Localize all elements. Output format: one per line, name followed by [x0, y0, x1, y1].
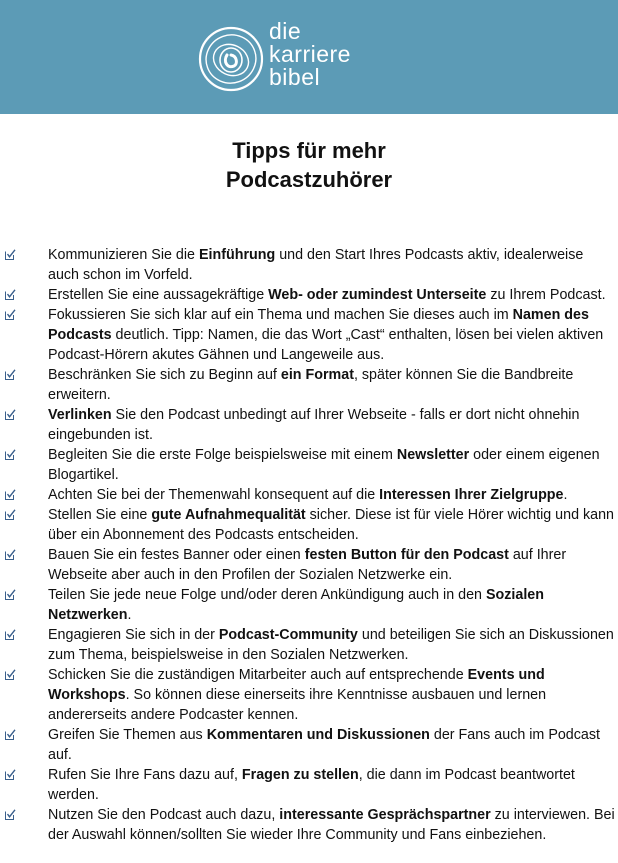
tip-item — [0, 285, 618, 305]
tip-item — [0, 725, 618, 765]
checkbox-check-icon — [5, 589, 16, 600]
tip-text: und den Start Ihres Podcasts aktiv, idealerweise auch schon im Vorfeld. — [48, 247, 584, 283]
tip-text: Schicken Sie die zuständigen Mitarbeiter auch auf entsprechende — [48, 667, 468, 683]
tip-emphasis: Interessen Ihrer Zielgruppe — [379, 487, 564, 503]
tip-emphasis: Fragen zu stellen — [241, 767, 359, 783]
tip-emphasis: Einführung — [198, 247, 276, 263]
tip-text: Sie den Podcast unbedingt auf Ihrer Webseite - falls er dort nicht ohnehin eingebunden ist. — [48, 407, 580, 443]
checkbox-check-icon — [5, 309, 16, 320]
tip-text: und beteiligen Sie sich an Diskussionen zum Thema, beispielsweise in den Sozialen Netzwerken. — [48, 627, 614, 663]
tip-emphasis: Web- oder zumindest Unterseite — [268, 287, 487, 303]
tip-text: . — [563, 487, 568, 503]
karrierebibel-logo-icon — [197, 25, 265, 93]
tip-item — [0, 365, 618, 405]
checkbox-check-icon — [5, 629, 16, 640]
page-title — [0, 136, 618, 194]
tip-emphasis: Namen des Podcasts — [48, 307, 589, 343]
tip-text: , die dann im Podcast beantwortet werden. — [48, 767, 575, 803]
tip-emphasis: ein Format — [280, 367, 354, 383]
tip-emphasis: festen Button für den Podcast — [304, 547, 509, 563]
tip-text: Begleiten Sie die erste Folge beispielsweise mit einem — [48, 447, 397, 463]
tip-item — [0, 305, 618, 365]
tip-text: Rufen Sie Ihre Fans dazu auf, — [48, 767, 242, 783]
checkbox-check-icon — [5, 729, 16, 740]
page-title-line-1: Tipps für mehr — [232, 138, 386, 163]
checkbox-check-icon — [5, 809, 16, 820]
tip-emphasis: Podcast-Community — [218, 627, 358, 643]
tip-emphasis: Verlinken — [48, 407, 112, 423]
tip-emphasis: Events und Workshops — [48, 667, 545, 703]
header-banner — [0, 0, 618, 114]
checkbox-check-icon — [5, 249, 16, 260]
tip-text: Beschränken Sie sich zu Beginn auf — [48, 367, 281, 383]
checkbox-check-icon — [5, 369, 16, 380]
tip-text: Stellen Sie eine — [48, 507, 152, 523]
checkbox-check-icon — [5, 289, 16, 300]
tip-item — [0, 485, 618, 505]
tip-item — [0, 545, 618, 585]
tip-emphasis: gute Aufnahmequalität — [151, 507, 306, 523]
logo-line-1: die — [269, 18, 302, 44]
tip-text: Engagieren Sie sich in der — [48, 627, 219, 643]
tip-text: . So können diese einerseits ihre Kenntnisse ausbauen und lernen andererseits andere Podcaster kennen. — [48, 687, 547, 723]
tip-item — [0, 585, 618, 625]
tip-text: Erstellen Sie eine aussagekräftige — [48, 287, 269, 303]
tip-item — [0, 805, 618, 845]
tip-item — [0, 665, 618, 725]
tip-text: zu interviewen. Bei der Auswahl können/sollten Sie wieder Ihre Community und Fans einbeziehen. — [48, 807, 615, 843]
tip-emphasis: interessante Gesprächspartner — [279, 807, 491, 823]
page-title-line-2: Podcastzuhörer — [225, 167, 393, 192]
checkbox-check-icon — [5, 409, 16, 420]
tip-item — [0, 625, 618, 665]
tip-emphasis: Kommentaren und Diskussionen — [206, 727, 430, 743]
tip-item — [0, 765, 618, 805]
tip-text: Achten Sie bei der Themenwahl konsequent auf die — [48, 487, 380, 503]
checkbox-check-icon — [5, 449, 16, 460]
tip-emphasis: Newsletter — [396, 447, 470, 463]
tip-item — [0, 505, 618, 545]
tip-text: Fokussieren Sie sich klar auf ein Thema und machen Sie dieses auch im — [48, 307, 513, 323]
tip-text: Bauen Sie ein festes Banner oder einen — [48, 547, 305, 563]
logo-line-2: karriere — [269, 41, 351, 67]
tip-item — [0, 445, 618, 485]
checkbox-check-icon — [5, 489, 16, 500]
checkbox-check-icon — [5, 549, 16, 560]
tip-text: oder einem eigenen Blogartikel. — [48, 447, 600, 483]
tip-text: Teilen Sie jede neue Folge und/oder deren Ankündigung auch in den — [48, 587, 486, 603]
checkbox-check-icon — [5, 509, 16, 520]
logo[interactable] — [197, 20, 427, 100]
tip-text: deutlich. Tipp: Namen, die das Wort „Cast“ enthalten, lösen bei vielen aktiven Podcast-Hörern akutes Gähnen und Langeweile aus. — [48, 327, 604, 363]
logo-wordmark — [269, 20, 351, 89]
tip-text: sicher. Diese ist für viele Hörer wichtig und kann über ein Abonnement des Podcasts entscheiden. — [48, 507, 614, 543]
tip-text: , später können Sie die Bandbreite erweitern. — [48, 367, 574, 403]
tip-item — [0, 245, 618, 285]
checkbox-check-icon — [5, 769, 16, 780]
tip-text: Greifen Sie Themen aus — [48, 727, 207, 743]
logo-line-3: bibel — [269, 64, 321, 90]
tip-text: auf Ihrer Webseite aber auch in den Profilen der Sozialen Netzwerke ein. — [48, 547, 567, 583]
tip-text: . — [127, 607, 132, 623]
tip-text: Nutzen Sie den Podcast auch dazu, — [48, 807, 280, 823]
tip-text: zu Ihrem Podcast. — [486, 287, 606, 303]
checkbox-check-icon — [5, 669, 16, 680]
tip-text: der Fans auch im Podcast auf. — [48, 727, 600, 763]
tip-emphasis: Sozialen Netzwerken — [48, 587, 544, 623]
tips-list — [0, 245, 618, 845]
tip-text: Kommunizieren Sie die — [48, 247, 199, 263]
tip-item — [0, 405, 618, 445]
